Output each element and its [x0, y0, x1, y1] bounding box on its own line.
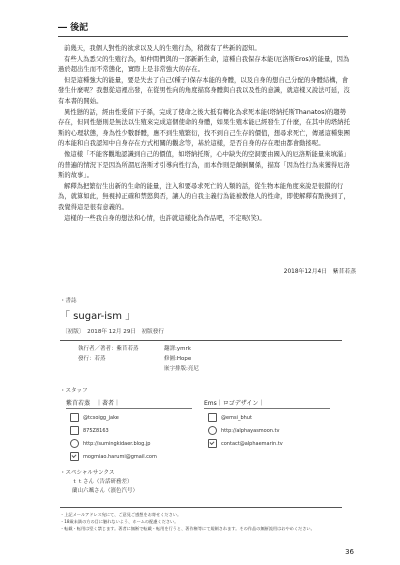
staff-label: ・スタッフ [60, 388, 88, 394]
contact-mail[interactable]: contact@alphaemarin.tv [208, 439, 283, 448]
thanks-label: ・スペシャルサンクス [60, 470, 115, 476]
afterword-signature: 2018年12月4日 紫苜若蒸 [283, 269, 356, 275]
afterword-paragraph: 這樣的一些我自身的想法和心情，也許就這樣化為作品吧，不定呢(笑)。 [64, 214, 266, 222]
contact-blog[interactable]: http://sumingkidaer.blog.jp [70, 439, 150, 448]
colophon-label: ・書誌 [60, 298, 77, 304]
note-line: ・上記メールアドレス宛にて、ご意見ご感想をお寄せください。 [60, 512, 182, 517]
credits-left [78, 344, 139, 364]
note-line: ・18歳未満の方の目に触れないよう、ホームの配慮ください。 [60, 519, 179, 524]
staff-author-name: 紫苜若蒸 ｜著者｜ [66, 400, 121, 407]
contact-web[interactable]: http://alphayasmoon.tv [208, 426, 279, 435]
credit-line: 修圖:Hope [164, 356, 192, 362]
blog-icon [70, 439, 79, 448]
credit-line: 發行：若蒸 [78, 356, 106, 362]
staff-divider [204, 408, 330, 409]
page-number: 36 [345, 548, 354, 556]
notes-divider [60, 507, 342, 508]
notes [60, 511, 350, 532]
afterword-paragraph: 但是這種強大的能量，要是失去了自己(種子)保存本能的身體，以及自身的想自己分配的身體結構，會發生什麼呢？我想從這裡出發，在從男性向的角度描寫身體與自我以及性的意識，就這樣又說法可延，沒有本書的開始。 [58, 76, 350, 105]
contact-twitter[interactable]: @tcsoigg_jake [70, 413, 119, 422]
credit-line: 翻譯:ymrk [164, 346, 191, 352]
afterword-title: ― 後記 [58, 23, 89, 33]
web-icon [208, 426, 217, 435]
staff-divider [66, 408, 192, 409]
afterword-paragraph: 前幾天，我個人對性的欲求以及人的生殖行為，稍微有了些新的認知。 [64, 45, 261, 52]
contact-mail[interactable]: mogmiao.harumi@gmail.com [70, 452, 157, 461]
colophon-divider [60, 340, 342, 341]
afterword-body [58, 44, 350, 224]
mail-icon [70, 452, 79, 461]
title-divider [58, 36, 348, 37]
twitter-icon [70, 413, 79, 422]
contact-twitter[interactable]: @emsi_bhut [208, 413, 252, 422]
afterword-paragraph: 有些人為悉父的生殖行為，如仲間們與的一部新新生命，這種自我保存本能(厄洛斯Eros)的能量，因為過於超出生而不常態化，實際上是非常強大的存在。 [58, 55, 350, 74]
thanks-name: 蘭山六颯さん（濱色汽号） [72, 488, 139, 494]
credit-line: 嵌字排版:亮尼 [164, 366, 199, 372]
edition-info: 〔初版〕 2018年 12月 29日 初版發行 [62, 329, 164, 335]
afterword-paragraph: 異性戀的話，經由性愛留下子孫，完成了使命之後大抵有轉化為求死本能(塔納托斯Thanatos)的趨勢存在，但同性戀則是無法以生殖來完成這個使命的身體，如果生殖本能已經發生了什麼，在其中的塔納托斯的心理狀態，身為性少數群體，應不到生殖繁衍，找不到自己生存的價值，想尋求死亡，傳遞這種集團的本能和自我認知中自身存在方式相關的觀念等，基於這樣，是否自身的存在理由都會動搖呢。 [58, 108, 350, 148]
thanks-list [72, 478, 138, 496]
afterword-paragraph: 解釋為把繁衍生出新的生命的能量，注入和要尋求死亡的人類的話，從生物本能角度來說是很錯的行為，就算如此，無視掉正確和禁慾與否，讓人的自我主義行為能被教他人的性命，即使解釋有點換到了，我覺得這是很有意義的。 [58, 182, 350, 211]
staff-designer-name: Ems｜ロゴデザイン｜ [204, 400, 265, 407]
pixiv-icon [70, 426, 79, 435]
note-line: ・転載・転用は堅く禁じます。著者に無断で転載・転用を行うと、著作権等にて規制されます。その作品の無断流用はおやめください。 [60, 526, 315, 531]
book-title: 「 sugar-ism 」 [60, 311, 136, 322]
twitter-icon [208, 413, 217, 422]
credits-right [164, 344, 199, 374]
thanks-name: ｔｔさん（告話研務差） [72, 479, 133, 485]
contact-pixiv[interactable]: 875Z8163 [70, 426, 109, 435]
credit-line: 執行者／著者：紫苜若蒸 [78, 346, 139, 352]
mail-icon [208, 439, 217, 448]
afterword-paragraph: 像這樣「不能客觀地認識到自己的價值，如塔納托斯，心中缺失的空洞要由國入的厄洛斯能量來填滿」的普遍的情況下是因為所謂厄洛斯才引導向性行為，而本作則是顛倒關係，描寫「因為性行為來獲得厄洛斯的故事」。 [58, 150, 350, 180]
